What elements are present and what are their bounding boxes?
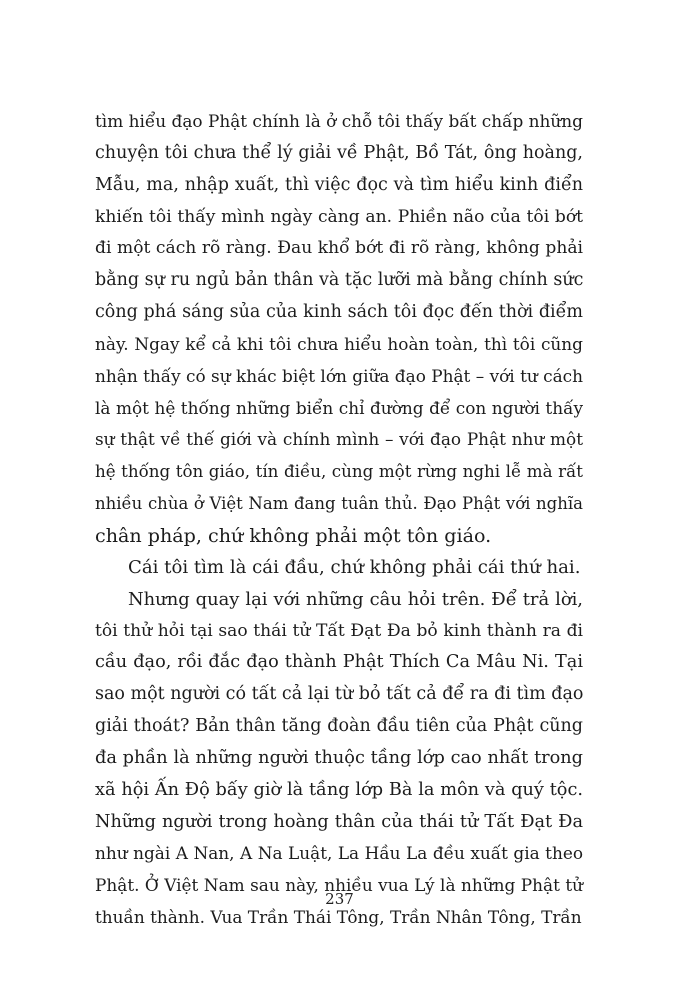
text-line: bằng sự ru ngủ bản thân và tặc lưỡi mà bằng chính sức xyxy=(95,270,584,291)
text-line: nhiều chùa ở Việt Nam đang tuân thủ. Đạo Phật với nghĩa xyxy=(95,494,583,514)
page-number: 237 xyxy=(325,890,354,908)
text-line: sự thật về thế giới và chính mình – với đạo Phật như một xyxy=(95,429,583,450)
body-text xyxy=(95,106,583,934)
text-line: hệ thống tôn giáo, tín điều, cùng một rừng nghi lễ mà rất xyxy=(95,461,583,482)
text-line: cầu đạo, rồi đắc đạo thành Phật Thích Ca Mâu Ni. Tại xyxy=(95,652,583,673)
text-line: xã hội Ấn Độ bấy giờ là tầng lớp Bà la môn và quý tộc. xyxy=(95,779,583,800)
text-line: Những người trong hoàng thân của thái tử Tất Đạt Đa xyxy=(95,811,583,832)
text-line: tôi thử hỏi tại sao thái tử Tất Đạt Đa bỏ kinh thành ra đi xyxy=(95,620,583,641)
text-line: đa phần là những người thuộc tầng lớp cao nhất trong xyxy=(95,747,583,768)
paragraph xyxy=(95,552,583,584)
text-line: Cái tôi tìm là cái đầu, chứ không phải cái thứ hai. xyxy=(128,556,581,578)
paragraph xyxy=(95,106,583,552)
text-line: Phật. Ở Việt Nam sau này, nhiều vua Lý là những Phật tử xyxy=(95,875,583,896)
text-line: Nhưng quay lại với những câu hỏi trên. Để trả lời, xyxy=(128,588,583,610)
text-line: Mẫu, ma, nhập xuất, thì việc đọc và tìm hiểu kinh điển xyxy=(95,174,583,195)
text-line: này. Ngay kể cả khi tôi chưa hiểu hoàn toàn, thì tôi cũng xyxy=(95,333,583,354)
text-line: tìm hiểu đạo Phật chính là ở chỗ tôi thấy bất chấp những xyxy=(95,111,583,131)
text-line: khiến tôi thấy mình ngày càng an. Phiền não của tôi bớt xyxy=(95,206,583,227)
text-line: là một hệ thống những biển chỉ đường để con người thấy xyxy=(95,397,583,418)
text-line: sao một người có tất cả lại từ bỏ tất cả để ra đi tìm đạo xyxy=(95,684,584,705)
paragraph xyxy=(95,584,583,934)
text-line: chân pháp, chứ không phải một tôn giáo. xyxy=(95,523,492,547)
text-line: giải thoát? Bản thân tăng đoàn đầu tiên của Phật cũng xyxy=(95,716,583,737)
text-line: đi một cách rõ ràng. Đau khổ bớt đi rõ ràng, không phải xyxy=(95,238,583,259)
text-line: như ngài A Nan, A Na Luật, La Hầu La đều xuất gia theo xyxy=(95,843,583,864)
text-line: nhận thấy có sự khác biệt lớn giữa đạo Phật – với tư cách xyxy=(95,365,583,386)
text-line: thuần thành. Vua Trần Thái Tông, Trần Nhân Tông, Trần xyxy=(95,907,582,928)
text-line: chuyện tôi chưa thể lý giải về Phật, Bồ Tát, ông hoàng, xyxy=(95,142,583,163)
text-line: công phá sáng sủa của kinh sách tôi đọc đến thời điểm xyxy=(95,302,583,323)
